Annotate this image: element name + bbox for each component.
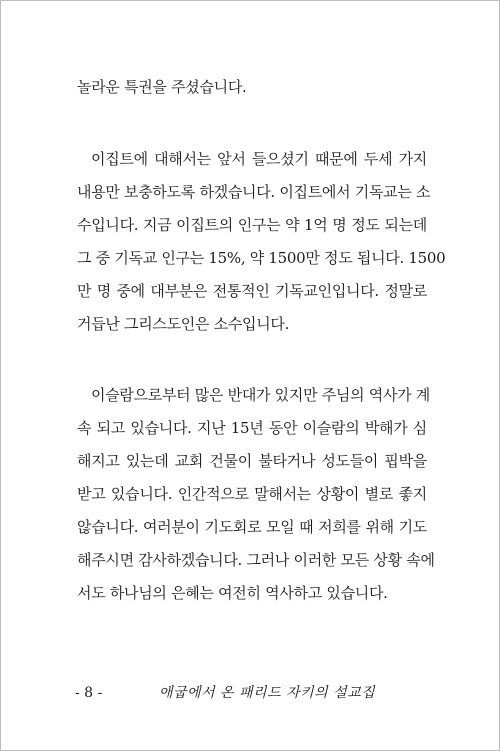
- text-line: 해주시면 감사하겠습니다. 그러나 이러한 모든 상황 속에: [77, 551, 435, 569]
- page-number: - 8 -: [75, 685, 103, 701]
- text-line: 만 명 중에 대부분은 전통적인 기독교인입니다. 정말로: [77, 282, 427, 300]
- text-line: 해지고 있는데 교회 건물이 불타거나 성도들이 핍박을: [77, 452, 427, 470]
- text-line: 놀라운 특권을 주셨습니다.: [77, 78, 247, 96]
- running-footer-title: 애굽에서 온 패리드 자키의 설교집: [159, 685, 376, 701]
- text-line: 이집트에 대해서는 앞서 들으셨기 때문에 두세 가지: [91, 150, 427, 168]
- text-line: 받고 있습니다. 인간적으로 말해서는 상황이 별로 좋지: [77, 485, 427, 503]
- text-line: 수입니다. 지금 이집트의 인구는 약 1억 명 정도 되는데: [77, 216, 427, 234]
- text-line: 내용만 보충하도록 하겠습니다. 이집트에서 기독교는 소: [77, 183, 431, 201]
- text-line: 이슬람으로부터 많은 반대가 있지만 주님의 역사가 계: [91, 386, 430, 404]
- text-line: 서도 하나님의 은혜는 여전히 역사하고 있습니다.: [77, 584, 388, 602]
- text-line: 그 중 기독교 인구는 15%, 약 1500만 정도 됩니다. 1500: [77, 249, 446, 267]
- text-line: 않습니다. 여러분이 기도회로 모일 때 저희를 위해 기도: [77, 518, 427, 536]
- text-line: 속 되고 있습니다. 지난 15년 동안 이슬람의 박해가 심: [77, 419, 427, 437]
- text-line: 거듭난 그리스도인은 소수입니다.: [77, 315, 290, 333]
